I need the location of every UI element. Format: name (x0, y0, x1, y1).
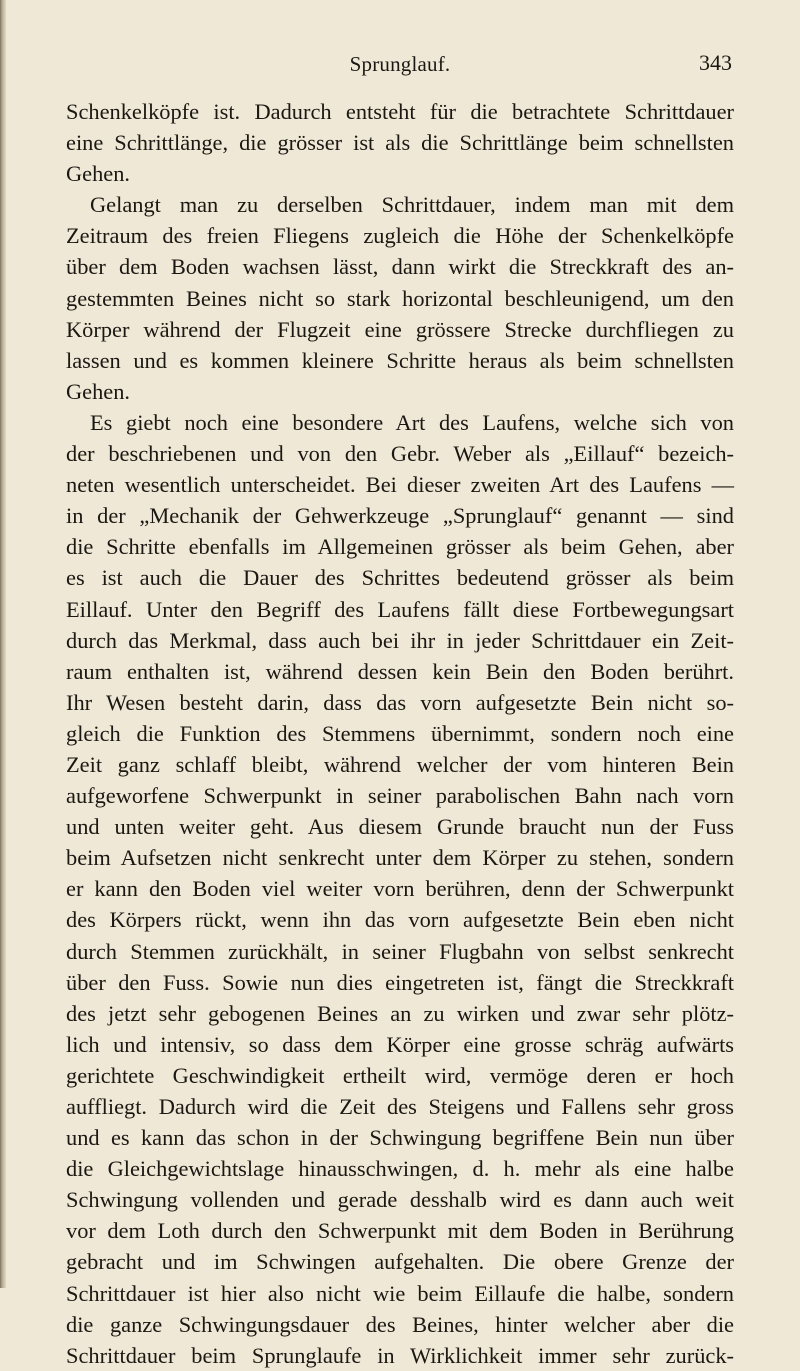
page-edge (0, 0, 6, 1288)
text-line: Zeitraum des freien Fliegens zugleich die Höhe der Schenkelköpfe (66, 223, 734, 249)
text-line: durch das Merkmal, dass auch bei ihr in jeder Schrittdauer ein Zeit- (66, 627, 734, 653)
text-line: der beschriebenen und von den Gebr. Weber als „Eillauf“ bezeich- (66, 441, 734, 467)
text-line: raum enthalten ist, während dessen kein Bein den Boden berührt. (66, 658, 734, 684)
text-line: Körper während der Flugzeit eine grössere Strecke durchfliegen zu (66, 316, 734, 342)
text-line: Gelangt man zu derselben Schrittdauer, indem man mit dem (90, 192, 734, 218)
text-line: er kann den Boden viel weiter vorn berühren, denn der Schwerpunkt (66, 876, 734, 902)
text-line: gebracht und im Schwingen aufgehalten. Die obere Grenze der (66, 1249, 734, 1275)
text-line: gleich die Funktion des Stemmens übernimmt, sondern noch eine (66, 720, 734, 746)
text-line: über dem Boden wachsen lässt, dann wirkt die Streckkraft des an- (66, 254, 734, 280)
text-line: gerichtete Geschwindigkeit ertheilt wird, vermöge deren er hoch (66, 1062, 734, 1088)
text-line: Schwingung vollenden und gerade desshalb wird es dann auch weit (66, 1187, 734, 1213)
text-line: des jetzt sehr gebogenen Beines an zu wirken und zwar sehr plötz- (66, 1000, 734, 1026)
text-line: und unten weiter geht. Aus diesem Grunde braucht nun der Fuss (66, 814, 734, 840)
text-line: auffliegt. Dadurch wird die Zeit des Steigens und Fallens sehr gross (66, 1094, 734, 1119)
text-line: Ihr Wesen besteht darin, dass das vorn aufgesetzte Bein nicht so- (66, 689, 734, 715)
text-line: über den Fuss. Sowie nun dies eingetreten ist, fängt die Streckkraft (66, 969, 734, 995)
text-line: durch Stemmen zurückhält, in seiner Flugbahn von selbst senkrecht (66, 938, 734, 964)
text-line: Es giebt noch eine besondere Art des Laufens, welche sich von (90, 409, 734, 435)
text-line: Schrittdauer ist hier also nicht wie beim Eillaufe die halbe, sondern (66, 1280, 734, 1306)
text-line: Eillauf. Unter den Begriff des Laufens fällt diese Fortbewegungsart (66, 596, 734, 622)
body-text (66, 96, 734, 1371)
running-head: Sprunglauf. (349, 52, 451, 76)
text-line: Zeit ganz schlaff bleibt, während welcher der vom hinteren Bein (66, 751, 734, 777)
text-line: vor dem Loth durch den Schwerpunkt mit dem Boden in Berührung (66, 1218, 734, 1244)
text-line: in der „Mechanik der Gehwerkzeuge „Sprunglauf“ genannt — sind (66, 503, 734, 529)
text-line: Schenkelköpfe ist. Dadurch entsteht für die betrachtete Schrittdauer (66, 99, 734, 124)
text-line: lich und intensiv, so dass dem Körper eine grosse schräg aufwärts (66, 1031, 734, 1057)
text-line: Gehen. (66, 161, 131, 187)
text-line: beim Aufsetzen nicht senkrecht unter dem Körper zu stehen, sondern (66, 845, 734, 871)
text-line: Schrittdauer beim Sprunglaufe in Wirklichkeit immer sehr zurück- (66, 1342, 734, 1368)
text-line: und es kann das schon in der Schwingung begriffene Bein nun über (66, 1125, 734, 1151)
text-line: lassen und es kommen kleinere Schritte heraus als beim schnellsten (66, 347, 734, 373)
page-number: 343 (699, 50, 732, 75)
text-line: die Gleichgewichtslage hinausschwingen, d. h. mehr als eine halbe (66, 1156, 734, 1182)
text-line: es ist auch die Dauer des Schrittes bedeutend grösser als beim (66, 565, 734, 591)
text-line: des Körpers rückt, wenn ihn das vorn aufgesetzte Bein eben nicht (66, 907, 734, 933)
text-line: gestemmten Beines nicht so stark horizontal beschleunigend, um den (66, 285, 734, 311)
text-line: eine Schrittlänge, die grösser ist als die Schrittlänge beim schnellsten (66, 130, 734, 156)
text-line: neten wesentlich unterscheidet. Bei dieser zweiten Art des Laufens — (66, 472, 734, 498)
text-line: Gehen. (66, 378, 131, 404)
text-line: aufgeworfene Schwerpunkt in seiner parabolischen Bahn nach vorn (66, 783, 734, 809)
page-header (0, 44, 800, 84)
text-line: die ganze Schwingungsdauer des Beines, hinter welcher aber die (66, 1311, 734, 1337)
text-line: die Schritte ebenfalls im Allgemeinen grösser als beim Gehen, aber (66, 534, 734, 560)
